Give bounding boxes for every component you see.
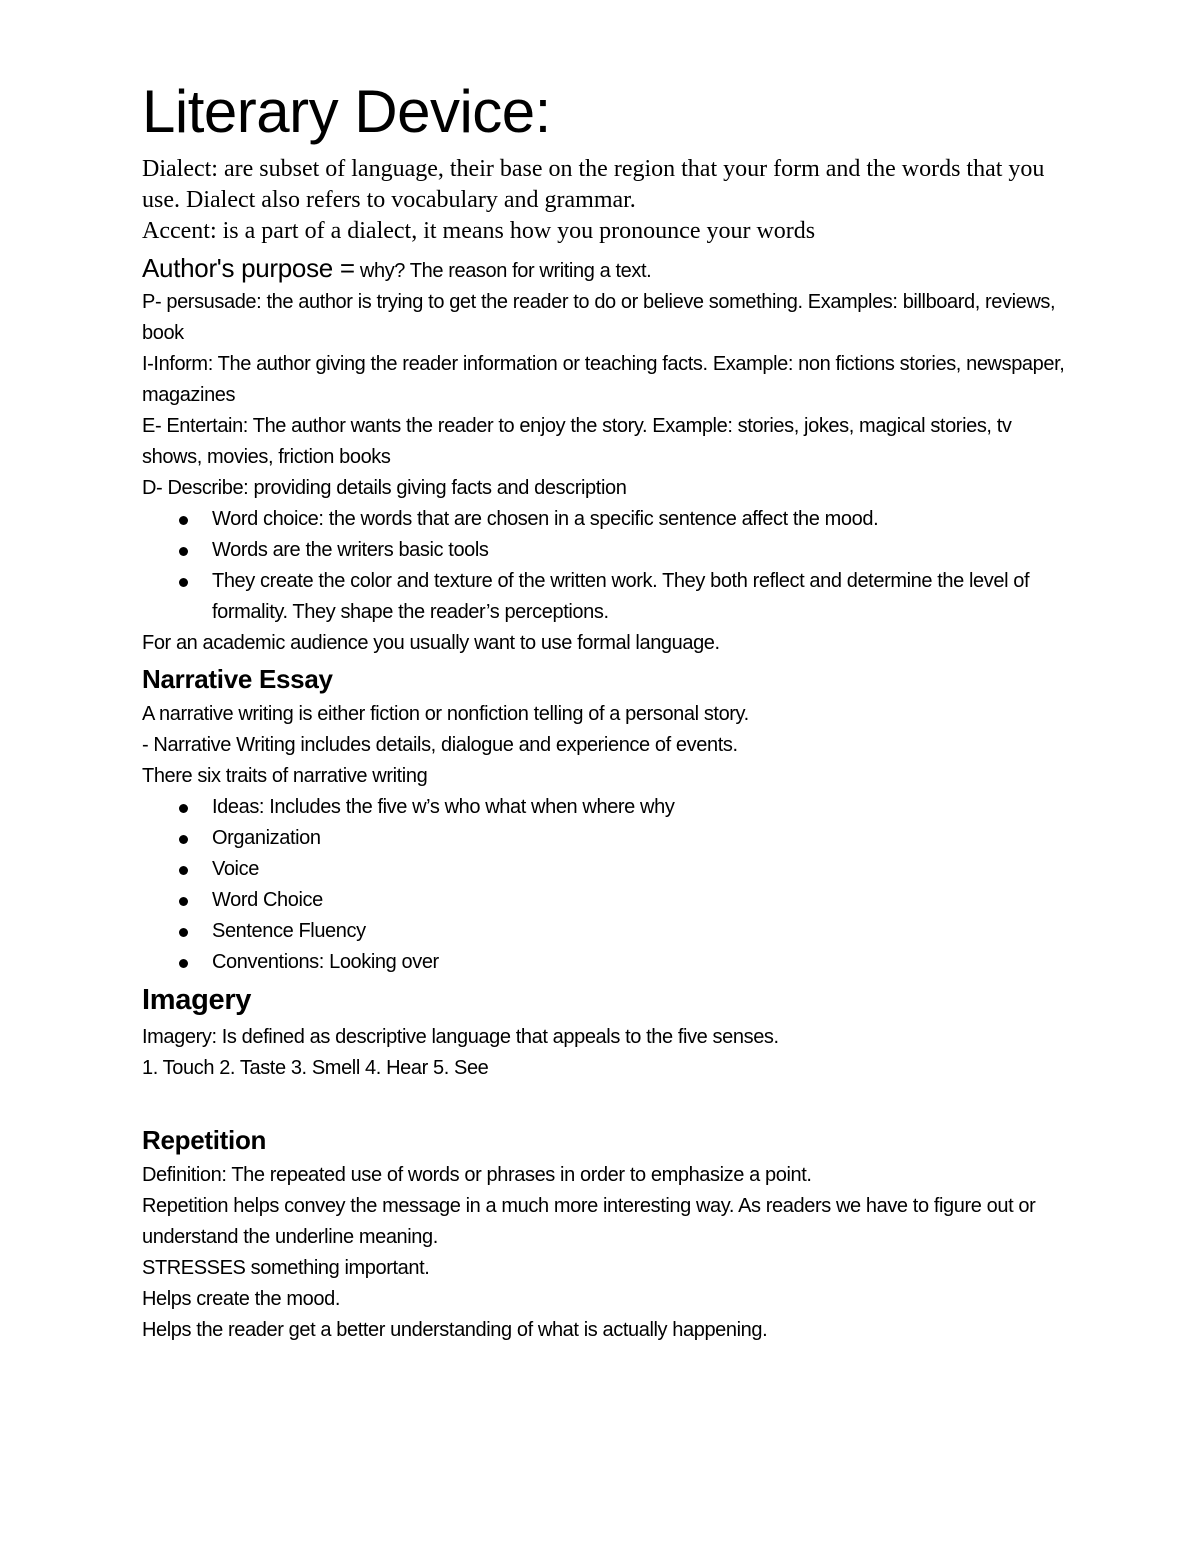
repetition-line: Repetition helps convey the message in a much more interesting way. As readers we have to figure out or understand the underline meaning.: [142, 1195, 1036, 1248]
bullet-icon: [179, 547, 188, 556]
narrative-line: There six traits of narrative writing: [142, 765, 428, 787]
narrative-traits-list: [142, 792, 1072, 978]
list-item-text: Organization: [212, 827, 321, 849]
list-item: [142, 792, 1072, 823]
purpose-describe: D- Describe: providing details giving facts and description: [142, 477, 627, 499]
imagery-heading: Imagery: [142, 984, 252, 1016]
purpose-entertain: E- Entertain: The author wants the reader to enjoy the story. Example: stories, jokes, magical stories, tv shows, movies, friction books: [142, 415, 1012, 468]
list-item: [142, 504, 1072, 535]
list-item-text: Words are the writers basic tools: [212, 539, 489, 561]
narrative-essay-heading: Narrative Essay: [142, 664, 333, 694]
narrative-line: A narrative writing is either fiction or nonfiction telling of a personal story.: [142, 703, 749, 725]
repetition-line: STRESSES something important.: [142, 1257, 430, 1279]
purpose-persuade: P- persusade: the author is trying to get the reader to do or believe something. Examples: billboard, reviews, book: [142, 291, 1056, 344]
list-item-text: Ideas: Includes the five w’s who what when where why: [212, 796, 675, 818]
bullet-icon: [179, 835, 188, 844]
dialect-definition: Dialect: are subset of language, their base on the region that your form and the words that you use. Dialect also refers to vocabulary and grammar.: [142, 156, 1045, 213]
imagery-line: Imagery: Is defined as descriptive language that appeals to the five senses.: [142, 1026, 779, 1048]
list-item: [142, 916, 1072, 947]
authors-purpose-line: [142, 253, 1072, 287]
bullet-icon: [179, 578, 188, 587]
document-page: [142, 70, 1072, 1346]
repetition-line: Helps the reader get a better understanding of what is actually happening.: [142, 1319, 768, 1341]
repetition-heading: Repetition: [142, 1125, 267, 1155]
list-item: [142, 947, 1072, 978]
list-item-text: Word Choice: [212, 889, 323, 911]
list-item: [142, 566, 1072, 628]
academic-audience-note: For an academic audience you usually want to use formal language.: [142, 632, 720, 654]
bullet-icon: [179, 804, 188, 813]
list-item: [142, 823, 1072, 854]
bullet-icon: [179, 928, 188, 937]
bullet-icon: [179, 959, 188, 968]
narrative-line: - Narrative Writing includes details, dialogue and experience of events.: [142, 734, 738, 756]
list-item: [142, 535, 1072, 566]
list-item-text: Conventions: Looking over: [212, 951, 439, 973]
repetition-line: Definition: The repeated use of words or phrases in order to emphasize a point.: [142, 1164, 812, 1186]
accent-definition: Accent: is a part of a dialect, it means how you pronounce your words: [142, 218, 816, 244]
document-title: Literary Device:: [142, 78, 551, 145]
repetition-line: Helps create the mood.: [142, 1288, 340, 1310]
list-item: [142, 854, 1072, 885]
list-item-text: Sentence Fluency: [212, 920, 366, 942]
list-item-text: Word choice: the words that are chosen in a specific sentence affect the mood.: [212, 508, 879, 530]
authors-purpose-tail: why? The reason for writing a text.: [354, 260, 652, 282]
authors-purpose-heading: Author's purpose =: [142, 253, 355, 283]
list-item-text: Voice: [212, 858, 259, 880]
imagery-line: 1. Touch 2. Taste 3. Smell 4. Hear 5. See: [142, 1057, 489, 1079]
purpose-inform: I-Inform: The author giving the reader information or teaching facts. Example: non fictions stories, newspaper, magazines: [142, 353, 1065, 406]
list-item-text: They create the color and texture of the written work. They both reflect and determine the level of formality. They shape the reader’s perceptions.: [212, 570, 1030, 623]
describe-bullet-list: [142, 504, 1072, 628]
bullet-icon: [179, 516, 188, 525]
bullet-icon: [179, 866, 188, 875]
list-item: [142, 885, 1072, 916]
bullet-icon: [179, 897, 188, 906]
